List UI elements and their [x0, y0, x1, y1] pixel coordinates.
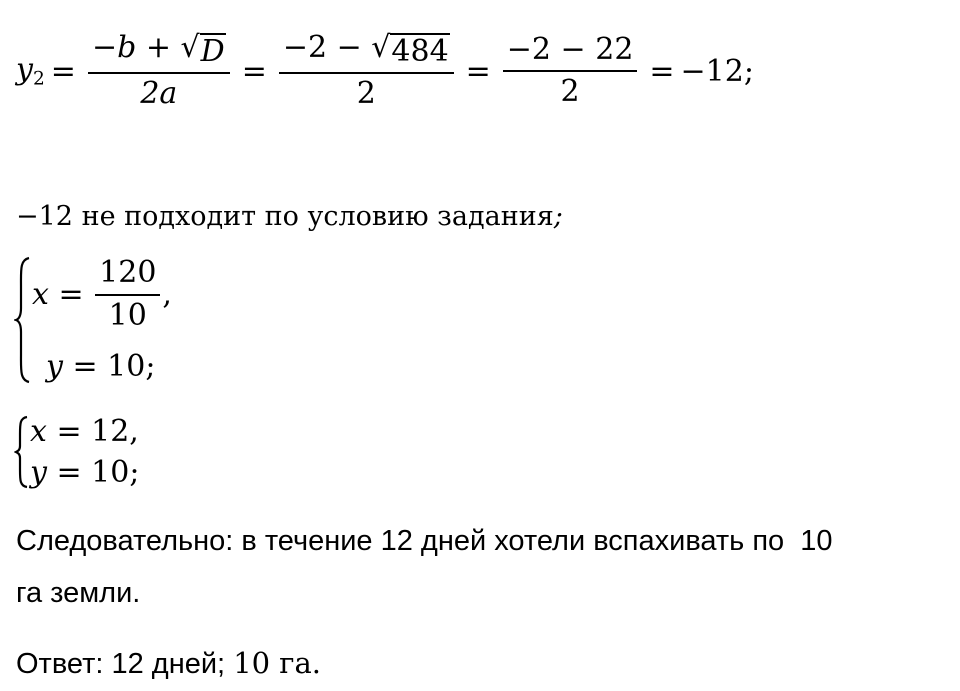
- row-tail: ,: [162, 277, 172, 312]
- fraction-substituted-denominator: 2: [356, 76, 376, 111]
- rejection-statement: [16, 201, 563, 232]
- fraction-computed-denominator: 2: [560, 74, 580, 109]
- system-of-equations-2: [14, 414, 139, 490]
- radicand-484: 484: [391, 33, 449, 69]
- rejection-text: не подходит по условию задания: [72, 201, 554, 232]
- var-y: y: [30, 455, 47, 490]
- rejection-punct: ;: [553, 201, 563, 232]
- numerator-prefix: −b +: [91, 29, 181, 65]
- formula-y2: [16, 28, 754, 114]
- equals-sign: =: [465, 53, 491, 89]
- system-2-row-y: [30, 455, 139, 490]
- fraction-computed-numerator: −2 − 22: [506, 31, 634, 67]
- rejected-value: −12: [16, 201, 73, 232]
- fraction-computed: [503, 33, 638, 110]
- formula-result: −12;: [680, 53, 754, 89]
- row-rest: = 12,: [46, 414, 139, 449]
- sqrt-484: [371, 31, 449, 70]
- system-1-rows: [32, 256, 172, 384]
- fraction-bar: [95, 294, 160, 296]
- row-rest: = 10;: [46, 455, 140, 490]
- equals-sign: =: [50, 53, 76, 89]
- formula-lhs: [16, 52, 45, 90]
- answer-value: 10 га.: [233, 646, 322, 680]
- fraction-substituted: [279, 31, 454, 112]
- conclusion-line-1: Следовательно: в течение 12 дней хотели вспахивать по 10: [16, 525, 833, 557]
- formula-lhs-var: y: [16, 52, 33, 88]
- system-1-row-y: [32, 349, 172, 384]
- fraction-120-10: [95, 256, 160, 333]
- equals-sign: =: [48, 277, 94, 312]
- radicand-d: D: [200, 33, 225, 69]
- fraction-general-numerator: [88, 31, 230, 70]
- answer-label: Ответ: 12 дней;: [16, 648, 234, 680]
- fraction-numerator: 120: [99, 255, 157, 290]
- var-y: y: [46, 349, 63, 384]
- row-rest: = 10;: [62, 349, 156, 384]
- var-x: x: [32, 277, 49, 312]
- radical-sign: √: [180, 29, 200, 65]
- formula-lhs-subscript: 2: [32, 68, 45, 90]
- fraction-bar: [503, 70, 638, 72]
- equals-sign: =: [241, 53, 267, 89]
- sqrt-d: [181, 31, 226, 70]
- left-brace-icon: [14, 414, 30, 490]
- conclusion-line-2: га земли.: [16, 577, 141, 609]
- system-2-row-x: [30, 414, 139, 449]
- fraction-general: [88, 31, 230, 112]
- system-2-rows: [30, 414, 139, 490]
- system-1-row-x: [32, 256, 172, 333]
- fraction-bar: [88, 72, 230, 74]
- fraction-denominator: 10: [108, 297, 147, 333]
- var-x: x: [30, 414, 47, 449]
- answer-line: [16, 636, 321, 691]
- fraction-general-denominator: 2a: [140, 76, 178, 111]
- numerator-prefix: −2 −: [282, 29, 372, 65]
- fraction-substituted-numerator: [279, 31, 454, 70]
- radical-sign: √: [371, 29, 391, 65]
- fraction-bar: [279, 72, 454, 74]
- equals-sign: =: [649, 53, 675, 89]
- system-of-equations-1: [14, 256, 172, 384]
- left-brace-icon: [14, 256, 32, 384]
